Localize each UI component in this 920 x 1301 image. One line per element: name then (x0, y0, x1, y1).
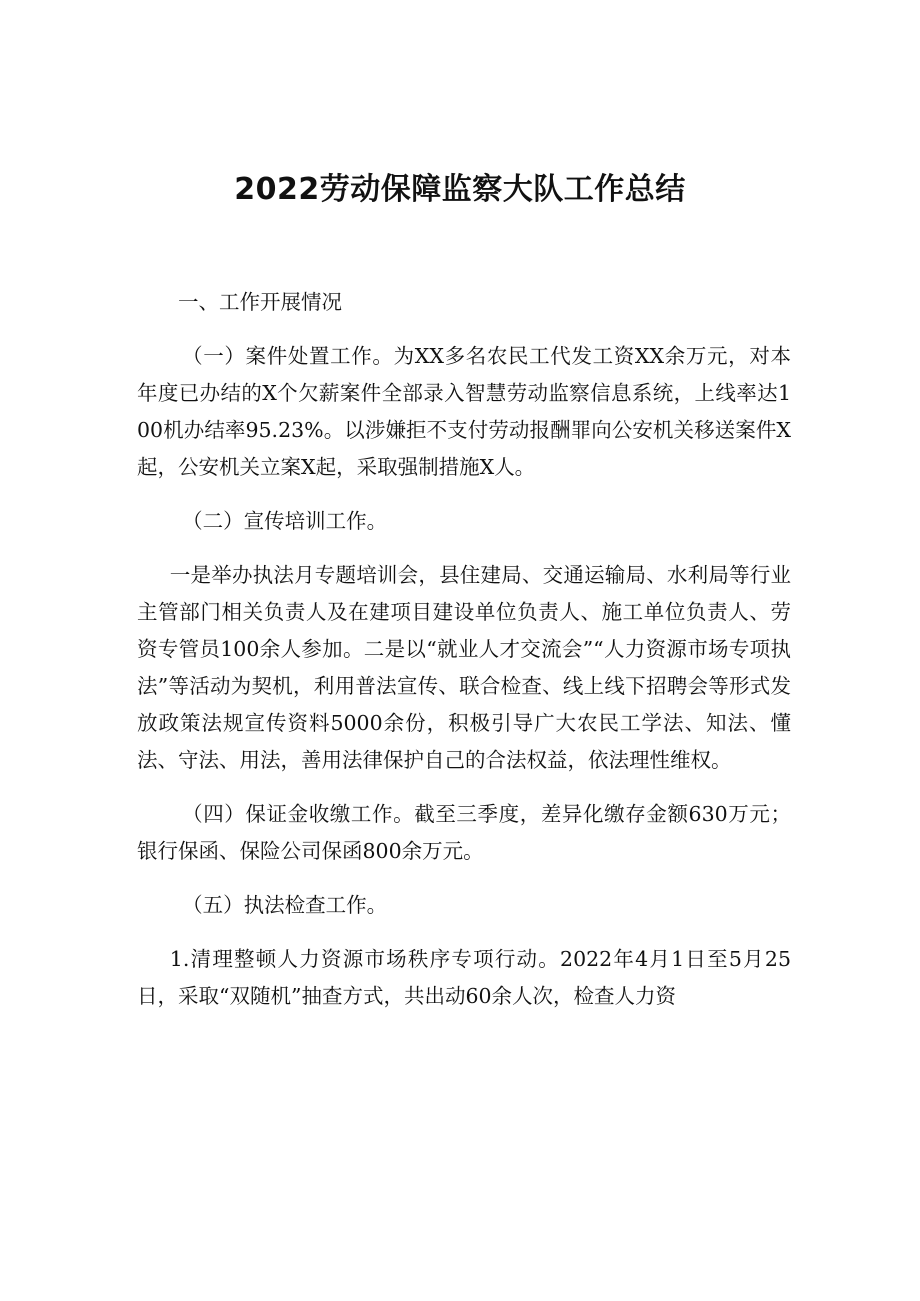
paragraph-publicity-training: 一是举办执法月专题培训会，县住建局、交通运输局、水利局等行业主管部门相关负责人及在建项目建设单位负责人、施工单位负责人、劳资专管员100余人参加。二是以“就业人才交流会”“人力资源市场专项执法”等活动为契机，利用普法宣传、联合检查、线上线下招聘会等形式发放政策法规宣传资料5000余份，积极引导广大农民工学法、知法、懂法、守法、用法，善用法律保护自己的合法权益，依法理性维权。 (137, 563, 791, 772)
section-heading: 一、工作开展情况 (178, 290, 342, 314)
paragraph-case-handling: （一）案件处置工作。为XX多名农民工代发工资XX余万元，对本年度已办结的X个欠薪案件全部录入智慧劳动监察信息系统，上线率达100机办结率95.23%。以涉嫌拒不支付劳动报酬罪向公安机关移送案件X起，公安机关立案X起，采取强制措施X人。 (137, 344, 791, 479)
paragraph-inspection-heading: （五）执法检查工作。 (182, 893, 388, 917)
paragraph-deposit-collection: （四）保证金收缴工作。截至三季度，差异化缴存金额630万元；银行保函、保险公司保函800余万元。 (137, 802, 791, 863)
paragraph-market-rectification: 1.清理整顿人力资源市场秩序专项行动。2022年4月1日至5月25日，采取“双随机”抽查方式，共出动60余人次，检查人力资 (137, 947, 791, 1008)
document-title: 2022劳动保障监察大队工作总结 (234, 172, 686, 207)
paragraph-publicity-heading: （二）宣传培训工作。 (182, 509, 388, 533)
document-body (137, 284, 791, 1032)
